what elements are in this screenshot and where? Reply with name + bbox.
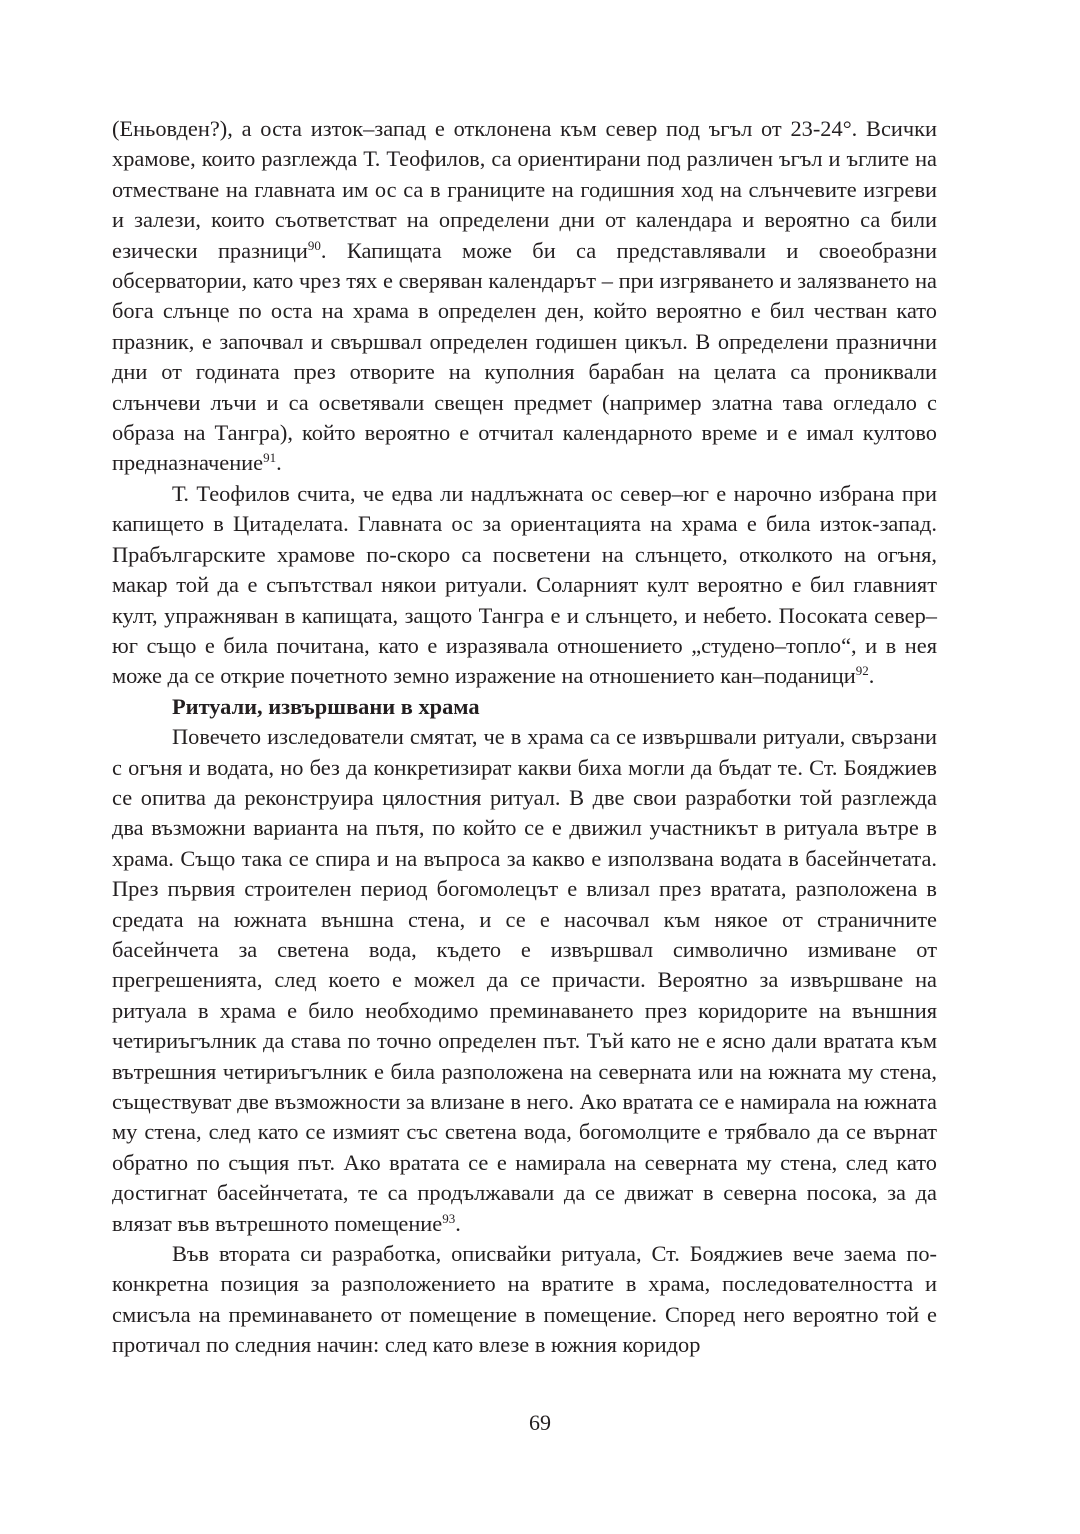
paragraph-3-text: Повечето изследователи смятат, че в храма са се извършвали ритуали, свързани с огъня и водата, но без да конкретизират какви биха могли да бъдат те. Ст. Бояджиев се опитва да реконструира цялостния ритуал. В две свои разработки той разглежда два възможни варианта на пътя, по който се е движил участникът в ритуала вътре в храма. Също така се спира и на въпроса за какво е използвана водата в басейнчетата. През първия строителен период богомолецът е влизал през вратата, разположена в средата на южната външна стена, и се е насочвал към някое от страничните басейнчета за светена вода, където е извършвал символично измиване от прегрешенията, след което е можел да се причасти. Вероятно за извършване на ритуала в храма е било необходимо преминаването през коридорите на външния четириъгълник да става по точно определен път. Тъй като не е ясно дали вратата към вътрешния четириъгълник е била разположена на северната или на южната му стена, съществуват две възможности за влизане в него. Ако вратата се е намирала на южната му стена, след като се измият със светена вода, богомолците е трябвало да се върнат обратно по същия път. Ако вратата се е намирала на северната му стена, след като достигнат басейнчетата, те са продължавали да се движат в северна посока, за да влязат във вътрешното помещение	[112, 724, 937, 1236]
paragraph-4	[112, 1239, 937, 1361]
paragraph-1-end: .	[276, 450, 282, 476]
paragraph-2	[112, 479, 937, 692]
paragraph-1	[112, 114, 937, 479]
footnote-ref-91[interactable]: 91	[263, 450, 277, 466]
footnote-ref-90[interactable]: 90	[307, 237, 321, 253]
paragraph-2-text: Т. Теофилов счита, че едва ли надлъжната ос север–юг е нарочно избрана при капището в Цитаделата. Главната ос за ориентацията на храма е била изток-запад. Прабългарските храмове по-скоро са посветени на слънцето, отколкото на огъня, макар той да е съпътствал някои ритуали. Соларният култ вероятно е бил главният култ, упражняван в капищата, защото Тангра е и слънцето, и небето. Посоката север–юг също е била почитана, като е изразявала отношението „студено–топло“, и в нея може да се открие почетното земно изражение на отношението кан–поданици	[112, 480, 937, 689]
page-number: 69	[529, 1410, 551, 1435]
footnote-ref-92[interactable]: 92	[855, 663, 869, 679]
paragraph-1-text-a: (Еньовден?), а оста изток–запад е отклонена към север под ъгъл от 23-24°. Всички храмове, които разглежда Т. Теофилов, са ориентирани под различен ъгъл и ъглите на отместване на главната им ос са в границите на годишния ход на слънчевите изгреви и залези, които съответстват на определени дни от календара и вероятно са били езически празници	[112, 116, 937, 263]
paragraph-3	[112, 722, 937, 1239]
paragraph-1-text-b: . Капищата може би са представлявали и своеобразни обсерватории, като чрез тях е сверяван календарът – при изгряването и залязването на бога слънце по оста на храма в определен ден, който вероятно е бил честван като празник, е започвал и свършвал определен годишен цикъл. В определени празнични дни от годината през отворите на куполния барабан на целата са прониквали слънчеви лъчи и са осветявали свещен предмет (например златна тава огледало с образа на Тангра), който вероятно е отчитал календарното време и е имал култово предназначение	[112, 237, 937, 476]
page-body	[112, 114, 937, 1361]
paragraph-3-end: .	[455, 1210, 461, 1236]
footnote-ref-93[interactable]: 93	[442, 1210, 456, 1226]
paragraph-2-end: .	[868, 663, 875, 689]
paragraph-4-text: Във втората си разработка, описвайки ритуала, Ст. Бояджиев вече заема по-конкретна позиция за разположението на вратите в храма, последователността и смисъла на преминаването от помещение в помещение. Според него вероятно той е протичал по следния начин: след като влезе в южния коридор	[112, 1241, 937, 1358]
section-heading: Ритуали, извършвани в храма	[172, 693, 480, 719]
